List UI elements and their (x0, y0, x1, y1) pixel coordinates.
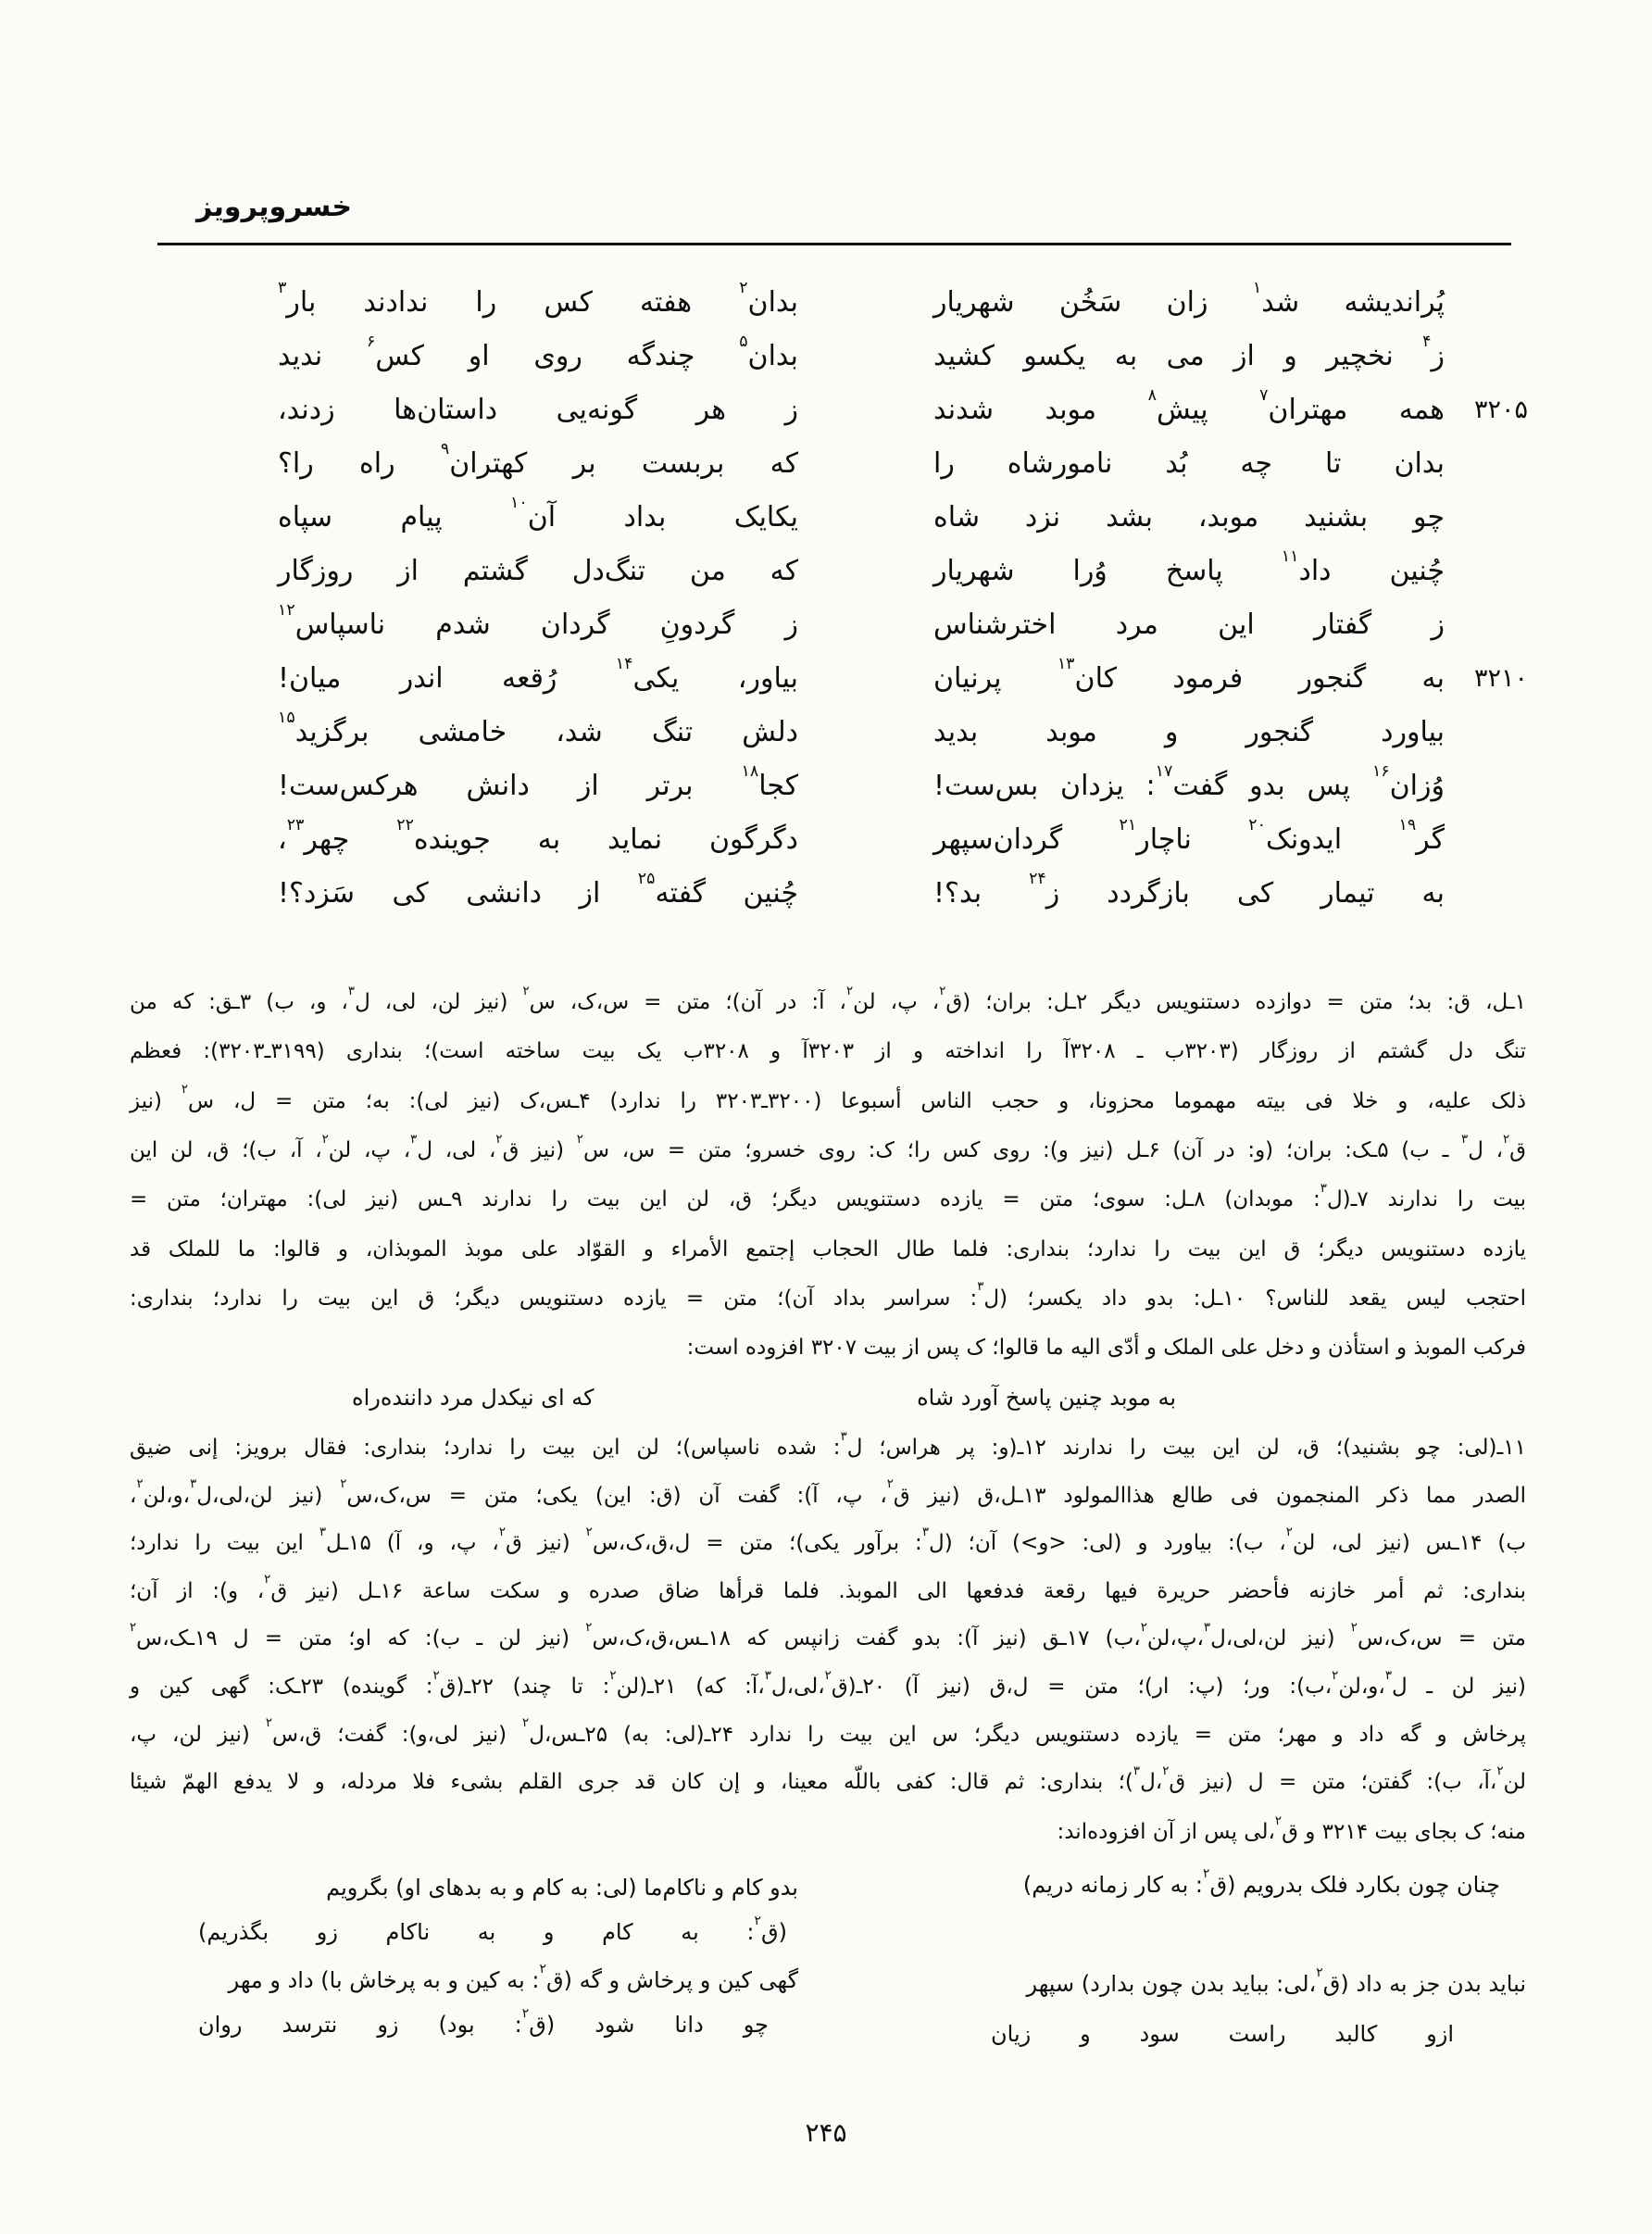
addendum-right-line: ازو کالبد راست سود و زیان (991, 2021, 1454, 2047)
hemistich-2: چُنین گفته$^{۲۵}$ از دانشی کی سَزد؟! (278, 870, 798, 910)
hemistich-1: گر$^{۱۹}$ ایدونک$^{۲۰}$ ناچار$^{۲۱}$ گردان‌سپهر (933, 816, 1446, 856)
hemistich-2: بیاور، یکی$^{۱۴}$ رُقعه اندر میان! (278, 655, 798, 695)
apparatus-line: یازده دستنویس دیگر؛ ق این بیت را ندارد؛ بنداری: فلما طال الحجاب إجتمع الأمراء و القوّاد علی موبذ الموبذان، و قالوا: ما للملک قد (130, 1236, 1526, 1261)
header-rule (157, 243, 1511, 245)
apparatus-line: (نیز لن ـ ل$^۳$،و،لن$^۲$،ب): ور؛ (پ: ار)؛ متن = ل،ق (نیز آ) ۲۰ـ(ق$^۲$،لی،ل$^۳$،آ: که) ۲۱ـ(لن$^۲$: تا چند) ۲۲ـ(ق$^۲$: گوینده) ۲۳ـک: گهی کین و (130, 1668, 1527, 1699)
hemistich-2: ز گردونِ گردان شدم ناسپاس$^{۱۲}$ (278, 601, 798, 641)
inset-hemistich-1: به موبد چنین پاسخ آورد شاه (917, 1385, 1176, 1411)
apparatus-line: بنداری: ثم أمر خازنه فأحضر حریرة فیها رقعة فدفعها الی الموبذ. فلما قرأها ضاق صدره و سکت ساعة ۱۶ـل (نیز ق$^۲$، و): از آن؛ (130, 1573, 1526, 1603)
apparatus-line: متن = س،ک،س$^۲$ (نیز لن،لی،ل$^۳$،پ،لن$^۲$،ب) ۱۷ـق (نیز آ): بدو گفت زانپس که ۱۸ـس،ق،ک،س$^۲$ (نیز لن ـ ب): که او؛ متن = ل ۱۹ـک،س$^۲$ (130, 1621, 1526, 1651)
hemistich-2: بدان$^۲$ هفته کس را ندادند بار$^۳$ (278, 279, 798, 319)
addendum-right-line: چنان چون بکارد فلک بدرویم (ق$^۲$: به کار زمانه دریم) (1022, 1866, 1500, 1898)
hemistich-2: یکایک بداد آن$^{۱۰}$ پیام سپاه (278, 494, 798, 533)
hemistich-2: که من تنگ‌دل گشتم از روزگار (278, 555, 798, 587)
addendum-left-line: (ق$^۲$: به کام و به ناکام زو بگذریم) (198, 1914, 787, 1945)
verse-number: ۳۲۰۵ (1473, 395, 1528, 424)
hemistich-1: چو بشنید موبد، بشد نزد شاه (933, 501, 1445, 533)
hemistich-1: ز$^۴$ نخچیر و از می به یکسو کشید (933, 333, 1445, 372)
addendum-left-line: گهی کین و پرخاش و گه (ق$^۲$: به کین و به پرخاش با) داد و مهر (228, 1962, 798, 1993)
hemistich-1: وُزان$^{۱۶}$ پس بدو گفت$^{۱۷}$: یزدان بس‌ست! (933, 762, 1445, 802)
apparatus-line: تنگ دل گشتم از روزگار (۳۲۰۳ب ـ ۳۲۰۸آ را انداخته و از ۳۲۰۳آ و ۳۲۰۸ب یک بیت ساخته است)؛ بنداری (۳۱۹۹ـ۳۲۰۳): فعظم (130, 1039, 1527, 1064)
hemistich-2: کجا$^{۱۸}$ برتر از دانش هرکس‌ست! (278, 762, 798, 802)
hemistich-2: که بربست بر کهتران$^۹$ راه را؟ (278, 440, 798, 480)
apparatus-line: ۱ـل، ق: بد؛ متن = دوازده دستنویس دیگر ۲ـل: بران؛ (ق$^۲$، پ، لن$^۲$، آ: در آن)؛ متن = س،ک، س$^۲$ (نیز لن، لی، ل$^۳$، و، ب) ۳ـق: که من (130, 984, 1527, 1014)
hemistich-1: بدان تا چه بُد نامورشاه را (933, 447, 1445, 480)
apparatus-line: لن$^۲$،آ، ب): گفتن؛ متن = ل (نیز ق$^۲$،ل$^۳$)؛ بنداری: ثم قال: کفی باللّه معینا، و إن کان قد جری القلم بشیء فلا مردله، و لا یدفع الهمّ شیئا (130, 1763, 1527, 1795)
hemistich-1: به تیمار کی بازگردد ز$^{۲۴}$ بد؟! (933, 870, 1445, 910)
apparatus-line: الصدر مما ذکر المنجمون فی طالع هذاالمولود ۱۳ـل،ق (نیز ق$^۲$، پ، آ): گفت آن (ق: این) یکی؛ متن = س،ک،س$^۲$ (نیز لن،لی،ل$^۳$،و،لن$^۲$، (130, 1477, 1526, 1508)
hemistich-1: ز گفتار این مرد اخترشناس (933, 609, 1445, 641)
addendum-left-line: بدو کام و ناکام‌ما (لی: به کام و به بدهای او) بگرویم (326, 1875, 798, 1901)
addendum-right-line: نباید بدن جز به داد (ق$^۲$،لی: بباید بدن چون بدارد) سپهر (1026, 1965, 1526, 1997)
page-number: ۲۴۵ (805, 2117, 847, 2148)
hemistich-1: پُراندیشه شد$^۱$ زان سَخُن شهریار (933, 279, 1446, 319)
apparatus-line: احتجب لیس یقعد للناس؟ ۱۰ـل: بدو داد یکسر؛ (ل$^۳$: سراسر بداد آن)؛ متن = یازده دستنویس دیگر؛ ق این بیت را ندارد؛ بنداری: (130, 1280, 1526, 1311)
verse-number: ۳۲۱۰ (1473, 664, 1528, 693)
hemistich-2: دلش تنگ شد، خامشی برگزید$^{۱۵}$ (278, 709, 798, 748)
apparatus-line: پرخاش و گه داد و مهر؛ متن = یازده دستنویس دیگر؛ س این بیت را ندارد ۲۴ـ(لی: به) ۲۵ـس،ل$^۲$ (نیز لی،و): گفت؛ ق،س$^۲$ (نیز لن، پ، (130, 1716, 1526, 1747)
apparatus-line: ذلک علیه، و خلا فی بیته مهموما محزونا، و حجب الناس أسبوعا (۳۲۰۰ـ۳۲۰۳ را ندارد) ۴ـس،ک (نیز لی): به؛ متن = ل، س$^۲$ (نیز (130, 1083, 1526, 1113)
inset-hemistich-2: که ای نیکدل مرد داننده‌راه (352, 1385, 594, 1411)
hemistich-1: چُنین داد$^{۱۱}$ پاسخ وُرا شهریار (933, 547, 1446, 587)
apparatus-last-line: منه؛ ک بجای بیت ۳۲۱۴ و ق$^۲$،لی پس از آن افزوده‌اند: (1057, 1814, 1526, 1844)
hemistich-1: به گنجور فرمود کان$^{۱۳}$ پرنیان (933, 655, 1445, 695)
hemistich-2: دگرگون نماید به جوینده$^{۲۲}$ چهر$^{۲۳}$، (278, 816, 798, 856)
apparatus-line: ق$^۲$، ل$^۳$ ـ ب) ۵ـک: بران؛ (و: در آن) ۶ـل (نیز و): روی کس را؛ ک: روی خسرو؛ متن = س، س$^۲$ (نیز ق$^۲$، لی، ل$^۳$، پ، لن$^۲$، آ، ب)؛ ق، لن این (130, 1132, 1527, 1162)
hemistich-1: بیاورد گنجور و موبد بدید (933, 716, 1445, 748)
hemistich-2: ز هر گونه‌یی داستان‌ها زدند، (278, 394, 798, 426)
apparatus-line: بیت را ندارند ۷ـ(ل$^۳$: موبدان) ۸ـل: سوی؛ متن = یازده دستنویس دیگر؛ ق، لن این بیت را ندارند ۹ـس (نیز لی): مهتران؛ متن = (130, 1181, 1526, 1212)
hemistich-2: بدان$^۵$ چندگه روی او کس$^۶$ ندید (278, 333, 799, 372)
apparatus-line: فرکب الموبذ و استأذن و دخل علی الملک و أدّی الیه ما قالوا؛ ک پس از بیت ۳۲۰۷ افزوده است: (686, 1336, 1526, 1361)
hemistich-1: همه مهتران$^۷$ پیش$^۸$ موبد شدند (933, 386, 1445, 426)
addendum-left-line: چو دانا شود (ق$^۲$: بود) زو نترسد روان (198, 2006, 769, 2038)
apparatus-line: ۱۱ـ(لی: چو بشنید)؛ ق، لن این بیت را ندارند ۱۲ـ(و: پر هراس؛ ل$^۳$: شده ناسپاس)؛ لن این بیت را ندارد؛ بنداری: فقال برویز: إنی ضیق (130, 1429, 1526, 1460)
apparatus-inset-verse (352, 1380, 1176, 1415)
apparatus-line: ب) ۱۴ـس (نیز لی، لن$^۲$، ب): بیاورد و (لی: <و>) آن؛ (ل$^۳$: برآور یکی)؛ متن = ل،ق،ک،س$^۲$ (نیز ق$^۲$، پ، و، آ) ۱۵ـل$^۳$ این بیت را ندارد؛ (130, 1525, 1527, 1556)
running-head: خسروپرویز (196, 191, 352, 223)
